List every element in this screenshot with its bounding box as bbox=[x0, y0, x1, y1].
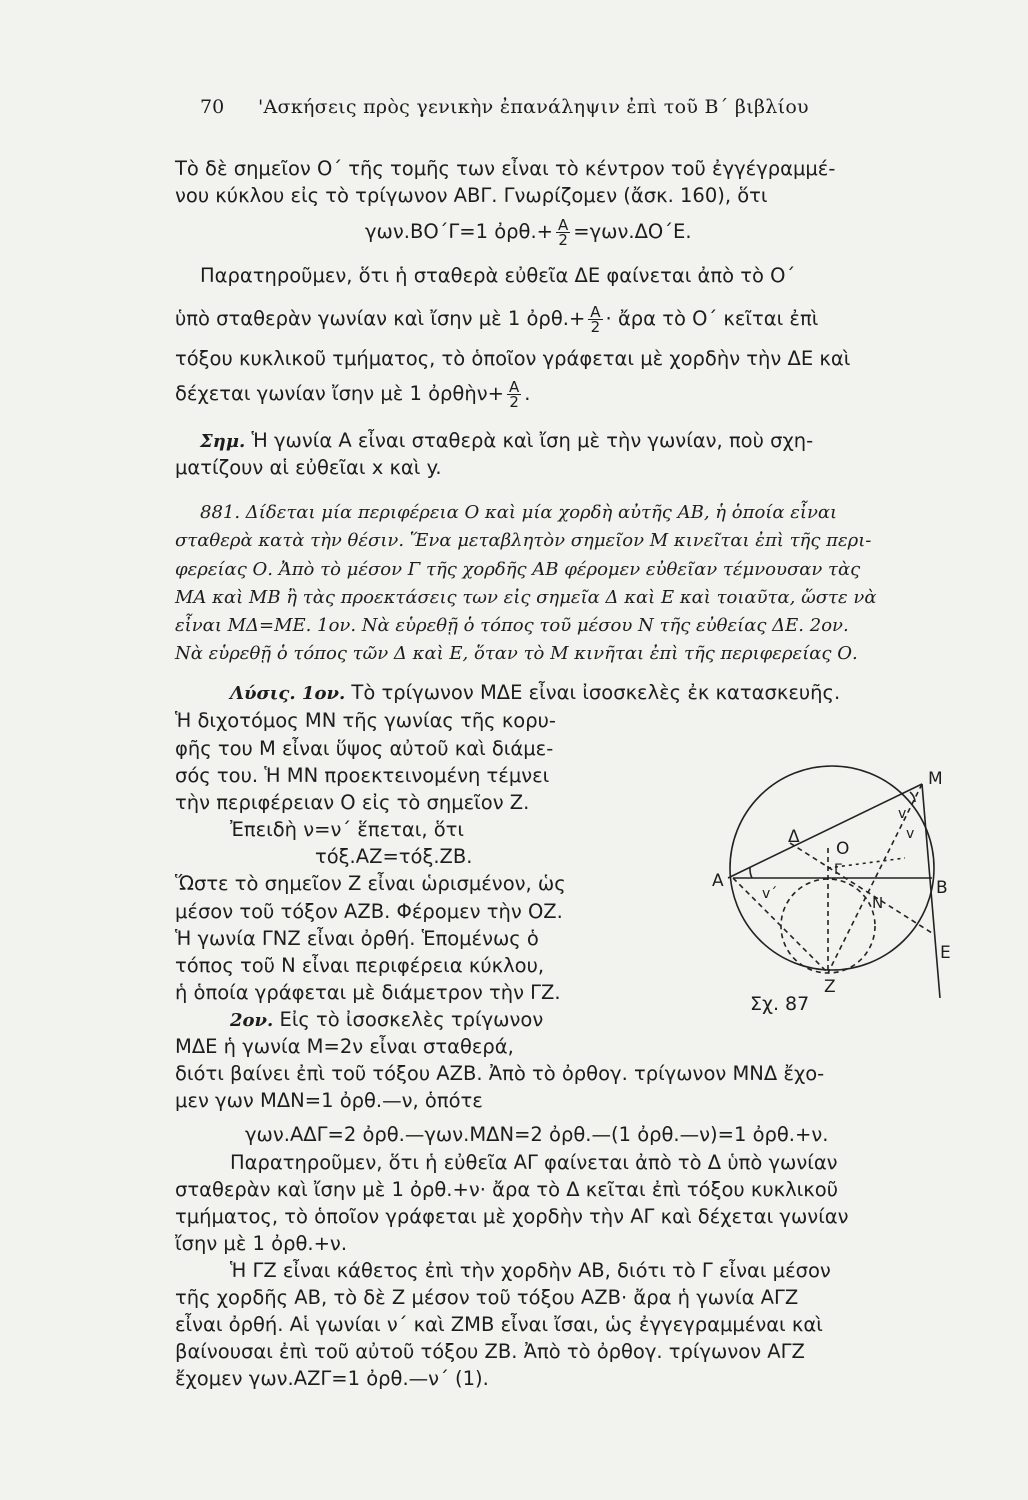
label-gamma: Γ bbox=[834, 862, 842, 878]
text-line: μεν γων ΜΔΝ=1 ὀρθ.—ν, ὁπότε bbox=[175, 1089, 483, 1112]
text-line: τῆς χορδῆς ΑΒ, τὸ δὲ Ζ μέσον τοῦ τόξου ΑΖΒ· ἄρα ἡ γωνία ΑΓΖ bbox=[175, 1286, 799, 1309]
text-segment: ὑπὸ σταθερὰν γωνίαν καὶ ἴσην μὲ 1 ὀρθ.+ bbox=[175, 307, 586, 330]
label-z: Z bbox=[824, 977, 836, 997]
label-n: N bbox=[872, 894, 884, 912]
main-circle bbox=[730, 766, 934, 970]
text-line: Ἡ γωνία ΓΝΖ εἶναι ὀρθή. Ἑπομένως ὁ bbox=[175, 927, 539, 950]
fraction-denominator: 2 bbox=[558, 231, 568, 249]
problem-line: Νὰ εὑρεθῇ ὁ τόπος τῶν Δ καὶ Ε, ὅταν τὸ Μ κινῆται ἐπὶ τῆς περιφερείας Ο. bbox=[175, 643, 858, 664]
fraction-numerator: Α bbox=[508, 378, 520, 396]
text-line bbox=[200, 428, 813, 455]
text-line: Ἡ διχοτόμος ΜΝ τῆς γωνίας τῆς κορυ- bbox=[175, 709, 556, 732]
text-segment: δέχεται γωνίαν ἴσην μὲ 1 ὀρθὴν+ bbox=[175, 382, 504, 405]
note-label: Σημ. bbox=[200, 431, 246, 452]
fraction bbox=[507, 380, 521, 409]
label-v1: v bbox=[898, 806, 907, 822]
text-line bbox=[230, 680, 840, 707]
fraction-denominator: 2 bbox=[590, 318, 601, 336]
text-line: ματίζουν αἱ εὐθεῖαι x καὶ y. bbox=[175, 456, 442, 479]
text-segment: Εἰς τὸ ἰσοσκελὲς τρίγωνον bbox=[273, 1008, 544, 1031]
part-label: 2ον. bbox=[230, 1010, 274, 1031]
text-line: τόπος τοῦ Ν εἶναι περιφέρεια κύκλου, bbox=[175, 954, 545, 977]
text-segment: · ἄρα τὸ Ο΄ κεῖται ἐπὶ bbox=[605, 307, 819, 330]
running-title: 'Ασκήσεις πρὸς γενικὴν ἐπανάληψιν ἐπὶ τοῦ Β΄ βιβλίου bbox=[258, 96, 809, 118]
equation-line: γων.ΑΔΓ=2 ὀρθ.—γων.ΜΔΝ=2 ὀρθ.—(1 ὀρθ.—ν)=1 ὀρθ.+ν. bbox=[245, 1123, 829, 1146]
text-segment: Τὸ τρίγωνον ΜΔΕ εἶναι ἰσοσκελὲς ἐκ κατασκευῆς. bbox=[345, 681, 841, 704]
text-line: ἴσην μὲ 1 ὀρθ.+ν. bbox=[175, 1232, 348, 1255]
text-line: φῆς του Μ εἶναι ὕψος αὐτοῦ καὶ διάμε- bbox=[175, 737, 554, 760]
text-line: εἶναι ὀρθή. Αἱ γωνίαι ν΄ καὶ ΖΜΒ εἶναι ἴσαι, ὡς ἐγγεγραμμέναι καὶ bbox=[175, 1313, 823, 1336]
problem-line: εἶναι ΜΔ=ΜΕ. 1ον. Νὰ εὑρεθῇ ὁ τόπος τοῦ μέσου Ν τῆς εὐθείας ΔΕ. 2ον. bbox=[175, 615, 849, 636]
text-line: ἡ ὁποία γράφεται μὲ διάμετρον τὴν ΓΖ. bbox=[175, 981, 561, 1004]
text-segment: . bbox=[524, 382, 531, 405]
text-line: βαίνουσαι ἐπὶ τοῦ αὐτοῦ τόξου ΖΒ. Ἀπὸ τὸ ὀρθογ. τρίγωνον ΑΓΖ bbox=[175, 1340, 805, 1363]
fraction-numerator: Α bbox=[590, 303, 601, 321]
label-v-prime: v΄ bbox=[762, 886, 778, 902]
angle-mark-m bbox=[910, 792, 915, 802]
problem-line: 881. Δίδεται μία περιφέρεια Ο καὶ μία χορδὴ αὐτῆς ΑΒ, ἡ ὁποία εἶναι bbox=[200, 502, 838, 523]
text-line: ΜΔΕ ἡ γωνία Μ=2ν εἶναι σταθερά, bbox=[175, 1035, 514, 1058]
text-line: Παρατηροῦμεν, ὅτι ἡ εὐθεῖα ΑΓ φαίνεται ἀπὸ τὸ Δ ὑπὸ γωνίαν bbox=[230, 1151, 838, 1174]
equation-left: γων.ΒΟ΄Γ=1 ὀρθ.+ bbox=[365, 220, 554, 243]
text-line: Ἐπειδὴ ν=ν΄ ἕπεται, ὅτι bbox=[230, 818, 464, 841]
text-line bbox=[175, 305, 818, 334]
figure-caption: Σχ. 87 bbox=[750, 993, 810, 1015]
text-line: Ὥστε τὸ σημεῖον Ζ εἶναι ὡρισμένον, ὡς bbox=[175, 872, 566, 895]
text-line: μέσον τοῦ τόξον ΑΖΒ. Φέρομεν τὴν ΟΖ. bbox=[175, 900, 563, 923]
text-line bbox=[175, 380, 530, 409]
fraction bbox=[588, 305, 602, 334]
text-line: τμήματος, τὸ ὁποῖον γράφεται μὲ χορδὴν τὴν ΑΓ καὶ δέχεται γωνίαν bbox=[175, 1205, 849, 1228]
fraction bbox=[556, 218, 570, 247]
text-line: ἔχομεν γων.ΑΖΓ=1 ὀρθ.—ν΄ (1). bbox=[175, 1367, 489, 1390]
text-line: Παρατηροῦμεν, ὅτι ἡ σταθερὰ εὐθεῖα ΔΕ φαίνεται ἀπὸ τὸ Ο΄ bbox=[200, 264, 796, 287]
solution-label: Λύσις. 1ον. bbox=[230, 683, 346, 704]
label-b: B bbox=[936, 878, 948, 898]
text-line: τόξ.ΑΖ=τόξ.ΖΒ. bbox=[315, 845, 473, 868]
text-line: Τὸ δὲ σημεῖον Ο΄ τῆς τομῆς των εἶναι τὸ κέντρον τοῦ ἐγγέγραμμέ- bbox=[175, 157, 836, 180]
label-e: E bbox=[940, 943, 951, 963]
label-a: A bbox=[712, 871, 724, 891]
equation-line bbox=[365, 218, 692, 247]
label-delta: Δ bbox=[788, 827, 800, 847]
text-segment: Ἡ γωνία Α εἶναι σταθερὰ καὶ ἴση μὲ τὴν γωνίαν, ποὺ σχη- bbox=[245, 429, 814, 452]
fraction-numerator: Α bbox=[558, 216, 569, 234]
angle-mark-a bbox=[750, 868, 752, 878]
problem-line: σταθερὰ κατὰ τὴν θέσιν. Ἕνα μεταβλητὸν σημεῖον Μ κινεῖται ἐπὶ τῆς περι- bbox=[175, 530, 872, 551]
page-number: 70 bbox=[200, 96, 225, 118]
problem-line: ΜΑ καὶ ΜΒ ἢ τὰς προεκτάσεις των εἰς σημεῖα Δ καὶ Ε καὶ τοιαῦτα, ὥστε νὰ bbox=[175, 587, 877, 608]
text-line bbox=[230, 1007, 543, 1034]
text-line: Ἡ ΓΖ εἶναι κάθετος ἐπὶ τὴν χορδὴν ΑΒ, διότι τὸ Γ εἶναι μέσον bbox=[230, 1259, 831, 1282]
text-line: τόξου κυκλικοῦ τμήματος, τὸ ὁποῖον γράφεται μὲ χορδὴν τὴν ΔΕ καὶ bbox=[175, 347, 851, 370]
equation-right: =γων.ΔΟ΄Ε. bbox=[573, 220, 692, 243]
text-line: σός του. Ἡ ΜΝ προεκτεινομένη τέμνει bbox=[175, 764, 550, 787]
label-o: O bbox=[836, 839, 850, 859]
fraction-denominator: 2 bbox=[509, 393, 519, 411]
text-line: τὴν περιφέρειαν Ο εἰς τὸ σημεῖον Ζ. bbox=[175, 791, 530, 814]
text-line: διότι βαίνει ἐπὶ τοῦ τόξου ΑΖΒ. Ἀπὸ τὸ ὀρθογ. τρίγωνον ΜΝΔ ἔχο- bbox=[175, 1062, 825, 1085]
text-line: νου κύκλου εἰς τὸ τρίγωνον ΑΒΓ. Γνωρίζομεν (ἄσκ. 160), ὅτι bbox=[175, 184, 768, 207]
label-m: M bbox=[928, 769, 943, 789]
label-v2: v bbox=[906, 826, 915, 842]
line-de bbox=[790, 843, 932, 933]
geometry-figure bbox=[700, 748, 970, 998]
problem-line: φερείας Ο. Ἀπὸ τὸ μέσον Γ τῆς χορδῆς ΑΒ φέρομεν εὐθεῖαν τέμνουσαν τὰς bbox=[175, 559, 861, 580]
text-line: σταθερὰν καὶ ἴσην μὲ 1 ὀρθ.+ν· ἄρα τὸ Δ κεῖται ἐπὶ τόξου κυκλικοῦ bbox=[175, 1178, 838, 1201]
